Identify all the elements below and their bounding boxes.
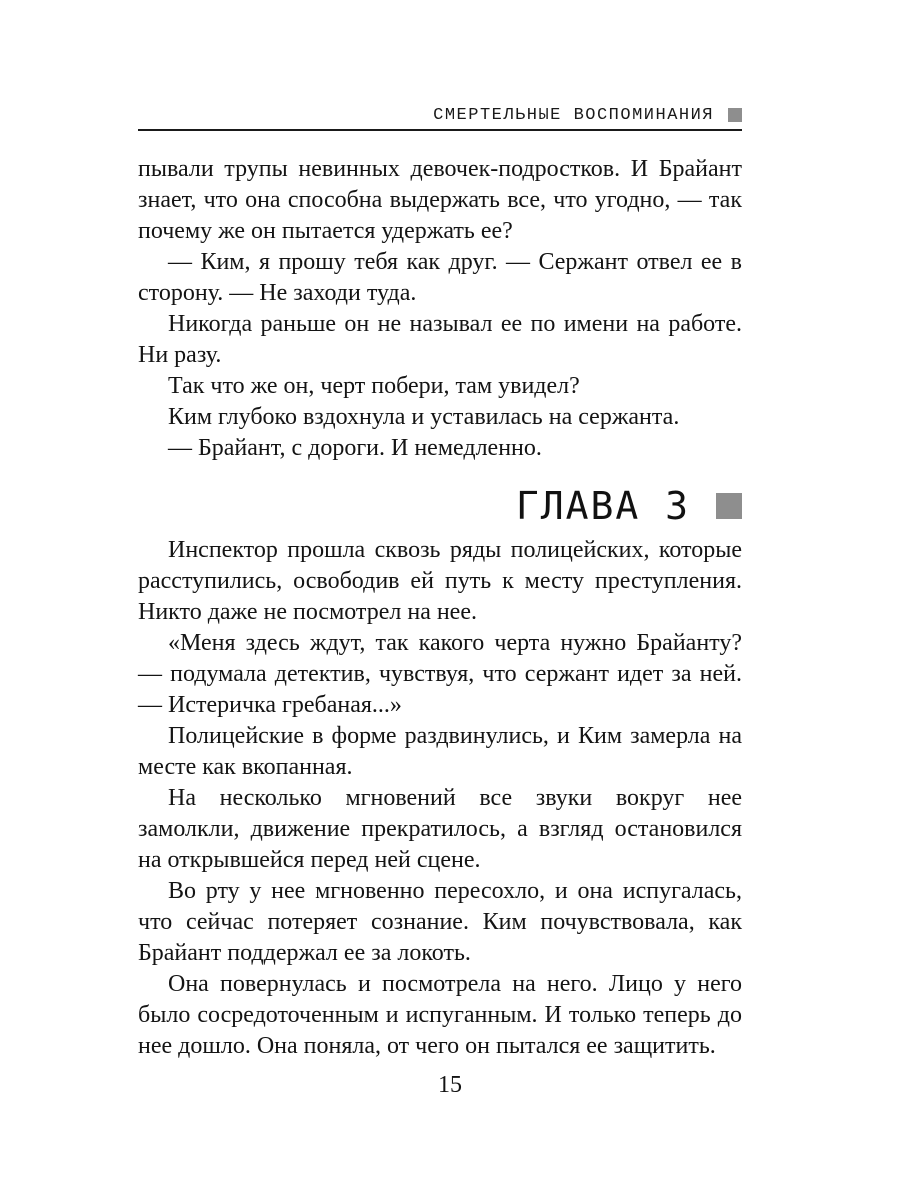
paragraph: Ким глубоко вздохнула и уставилась на сержанта. <box>168 404 680 430</box>
paragraph: Она повернулась и посмотрела на него. Лицо у него было сосредоточенным и испуганным. И только теперь до нее дошло. Она поняла, от чего он пытался ее защитить. <box>138 971 742 1059</box>
chapter-title: ГЛАВА 3 <box>515 484 690 528</box>
paragraph: пывали трупы невинных девочек-подростков. И Брайант знает, что она способна выдержать все, что угодно, — так почему же он пытается удержать ее? <box>138 156 742 244</box>
running-title: СМЕРТЕЛЬНЫЕ ВОСПОМИНАНИЯ <box>433 105 714 125</box>
paragraph: Так что же он, черт побери, там увидел? <box>168 373 580 399</box>
body-text-chapter <box>138 535 742 1062</box>
paragraph: Во рту у нее мгновенно пересохло, и она испугалась, что сейчас потеряет сознание. Ким почувствовала, как Брайант поддержал ее за локоть. <box>138 878 742 966</box>
paragraph: — Ким, я прошу тебя как друг. — Сержант отвел ее в сторону. — Не заходи туда. <box>138 249 742 306</box>
paragraph: — Брайант, с дороги. И немедленно. <box>168 435 542 461</box>
paragraph: Полицейские в форме раздвинулись, и Ким замерла на месте как вкопанная. <box>138 723 742 780</box>
square-icon <box>728 108 742 122</box>
paragraph: Никогда раньше он не называл ее по имени на работе. Ни разу. <box>138 311 742 368</box>
paragraph: На несколько мгновений все звуки вокруг нее замолкли, движение прекратилось, а взгляд остановился на открывшейся перед ней сцене. <box>138 785 742 873</box>
square-icon <box>716 493 742 519</box>
paragraph: «Меня здесь ждут, так какого черта нужно Брайанту? — подумала детектив, чувствуя, что сержант идет за ней. — Истеричка гребаная...» <box>138 630 742 718</box>
paragraph: Инспектор прошла сквозь ряды полицейских, которые расступились, освободив ей путь к месту преступления. Никто даже не посмотрел на нее. <box>138 537 742 625</box>
chapter-heading <box>138 478 742 534</box>
body-text-top <box>138 154 742 464</box>
header-rule <box>138 129 742 131</box>
running-header <box>138 103 742 127</box>
page-number: 15 <box>438 1072 462 1098</box>
